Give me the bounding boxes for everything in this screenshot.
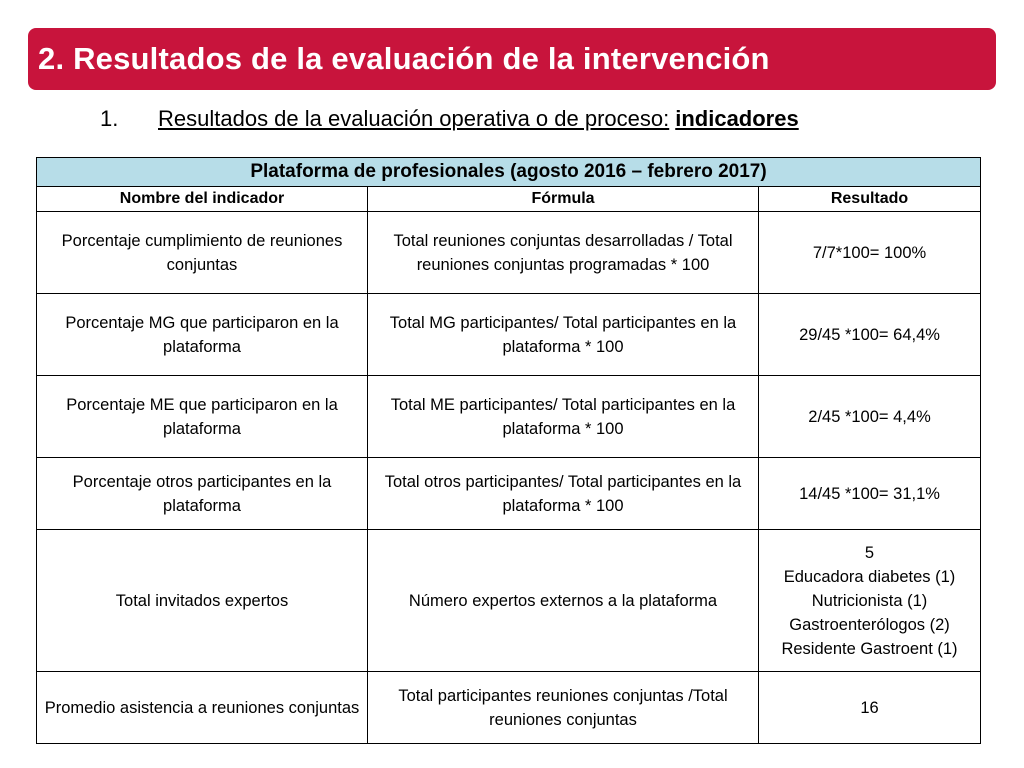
indicator-formula: Total ME participantes/ Total participantes en la plataforma * 100	[368, 376, 759, 458]
indicator-formula: Número expertos externos a la plataforma	[368, 530, 759, 672]
indicator-result: 16	[759, 672, 981, 744]
indicators-table	[36, 157, 981, 744]
indicator-result: 14/45 *100= 31,1%	[759, 458, 981, 530]
table-row	[37, 530, 981, 672]
table-row	[37, 294, 981, 376]
table-row	[37, 458, 981, 530]
result-line: Residente Gastroent (1)	[781, 639, 958, 658]
table-caption-row	[37, 158, 981, 187]
indicator-formula: Total reuniones conjuntas desarrolladas / Total reuniones conjuntas programadas * 100	[368, 212, 759, 294]
table-row	[37, 672, 981, 744]
column-header-result: Resultado	[759, 187, 981, 212]
column-header-name: Nombre del indicador	[37, 187, 368, 212]
result-line: Gastroenterólogos (2)	[789, 615, 950, 634]
table-row	[37, 212, 981, 294]
indicator-formula: Total participantes reuniones conjuntas /Total reuniones conjuntas	[368, 672, 759, 744]
result-line: Educadora diabetes (1)	[783, 567, 956, 586]
indicator-result	[759, 530, 981, 672]
section-subtitle	[100, 106, 799, 132]
result-line: 5	[864, 543, 875, 562]
indicator-result: 29/45 *100= 64,4%	[759, 294, 981, 376]
table-caption: Plataforma de profesionales (agosto 2016 – febrero 2017)	[37, 158, 981, 187]
indicator-formula: Total otros participantes/ Total participantes en la plataforma * 100	[368, 458, 759, 530]
indicator-name: Porcentaje ME que participaron en la plataforma	[37, 376, 368, 458]
result-line: Nutricionista (1)	[811, 591, 928, 610]
indicator-name: Porcentaje cumplimiento de reuniones conjuntas	[37, 212, 368, 294]
indicator-formula: Total MG participantes/ Total participantes en la plataforma * 100	[368, 294, 759, 376]
subtitle-emphasis: indicadores	[675, 106, 799, 131]
indicator-name: Porcentaje MG que participaron en la plataforma	[37, 294, 368, 376]
subtitle-lead: Resultados de la evaluación operativa o de proceso:	[158, 106, 670, 131]
subtitle-number: 1.	[100, 106, 119, 131]
title-bar	[28, 28, 996, 90]
indicator-result: 7/7*100= 100%	[759, 212, 981, 294]
table-row	[37, 376, 981, 458]
indicator-name: Promedio asistencia a reuniones conjuntas	[37, 672, 368, 744]
table-header-row	[37, 187, 981, 212]
indicator-name: Total invitados expertos	[37, 530, 368, 672]
indicator-name: Porcentaje otros participantes en la plataforma	[37, 458, 368, 530]
column-header-formula: Fórmula	[368, 187, 759, 212]
indicator-result: 2/45 *100= 4,4%	[759, 376, 981, 458]
page-title: 2. Resultados de la evaluación de la intervención	[38, 41, 770, 76]
